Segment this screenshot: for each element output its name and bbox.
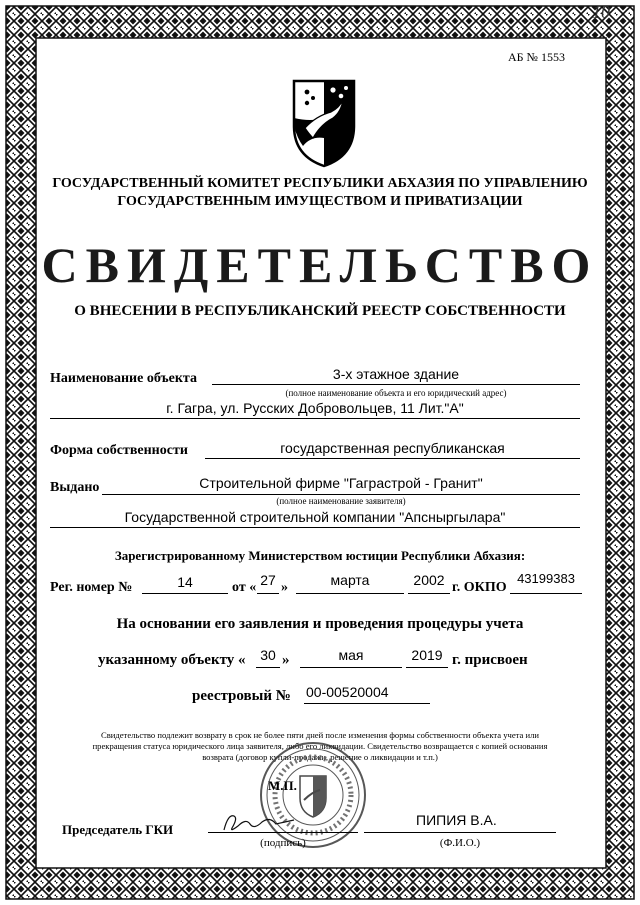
document-title: СВИДЕТЕЛЬСТВО (41, 237, 599, 293)
registry-number-value: 00-00520004 (306, 684, 389, 700)
issued-hint: (полное наименование заявителя) (276, 496, 406, 506)
issued-underline-2 (50, 527, 580, 528)
reg-year-value: 2002 (413, 572, 445, 588)
basis-year-value: 2019 (411, 647, 443, 663)
notice-line-2: прекращения статуса юридического лица заявителя, либо его ликвидации. Свидетельство возвращается с копией основания (92, 741, 548, 751)
issued-underline-1 (102, 494, 580, 495)
reg-month-value: марта (330, 572, 370, 588)
reg-day-value: 27 (260, 572, 276, 588)
reg-number-value: 14 (177, 574, 193, 590)
basis-line-1: На основании его заявления и проведения процедуры учета (116, 616, 524, 632)
reg-day-close-quote: » (281, 580, 288, 595)
registered-heading: Зарегистрированному Министерством юстиции Республики Абхазия: (114, 548, 526, 563)
issued-label: Выдано (50, 480, 100, 495)
reg-date-from-label: от « (232, 580, 257, 595)
object-name-value: 3-х этажное здание (332, 366, 460, 382)
reg-day-underline (257, 593, 279, 594)
signatory-position: Председатель ГКИ (62, 822, 174, 837)
ownership-value: государственная республиканская (280, 440, 505, 456)
ownership-label: Форма собственности (50, 443, 188, 458)
object-name-hint: (полное наименование объекта и его юридический адрес) (285, 388, 507, 398)
ownership-underline (205, 458, 580, 459)
name-underline (364, 832, 556, 833)
registry-number-underline (304, 703, 430, 704)
object-address-underline (50, 418, 580, 419)
registry-number-label: реестровый № (192, 688, 291, 704)
object-name-underline (212, 384, 580, 385)
issued-value-1: Строительной фирме "Гаграстрой - Гранит" (199, 475, 483, 491)
coat-of-arms-emblem (291, 78, 357, 168)
reg-month-underline (296, 593, 404, 594)
basis-year-underline (406, 667, 448, 668)
notice-line-1: Свидетельство подлежит возврату в срок не более пяти дней после изменения формы собственности объекта учета или (100, 730, 539, 740)
corner-mark: 10 (592, 2, 610, 22)
okpo-value: 43199383 (517, 571, 575, 586)
basis-suffix: г. присвоен (452, 652, 528, 668)
object-name-label: Наименование объекта (50, 371, 197, 386)
okpo-underline (510, 593, 582, 594)
basis-month-underline (300, 667, 402, 668)
issuer-line-1: ГОСУДАРСТВЕННЫЙ КОМИТЕТ РЕСПУБЛИКИ АБХАЗИЯ ПО УПРАВЛЕНИЮ (52, 176, 588, 191)
basis-day-value: 30 (260, 647, 276, 663)
signature-hint: (подпись) (260, 837, 306, 849)
basis-month-value: мая (338, 647, 364, 663)
document-number: АБ № 1553 (508, 50, 566, 64)
signatory-name: ПИПИЯ В.А. (416, 812, 497, 828)
object-address-value: г. Гагра, ул. Русских Добровольцев, 11 Лит."А" (166, 400, 464, 416)
name-hint: (Ф.И.О.) (439, 837, 481, 849)
basis-day-close-quote: » (282, 652, 290, 668)
handwritten-signature (220, 810, 300, 836)
issuer-line-2: ГОСУДАРСТВЕННЫМ ИМУЩЕСТВОМ И ПРИВАТИЗАЦИИ (117, 194, 523, 209)
stamp-mark: М.П. (268, 778, 297, 793)
basis-line-2-prefix: указанному объекту « (98, 652, 246, 668)
basis-day-underline (256, 667, 280, 668)
issued-value-2: Государственной строительной компании "Апсныргылара" (124, 509, 506, 525)
reg-number-underline (142, 593, 228, 594)
document-subtitle: О ВНЕСЕНИИ В РЕСПУБЛИКАНСКИЙ РЕЕСТР СОБСТВЕННОСТИ (74, 303, 566, 319)
reg-number-label: Рег. номер № (50, 580, 133, 595)
okpo-label: г. ОКПО (452, 580, 507, 595)
notice-line-3: возврата (договор купли-продажи, решение о ликвидации и т.п.) (202, 752, 438, 762)
reg-year-underline (408, 593, 450, 594)
